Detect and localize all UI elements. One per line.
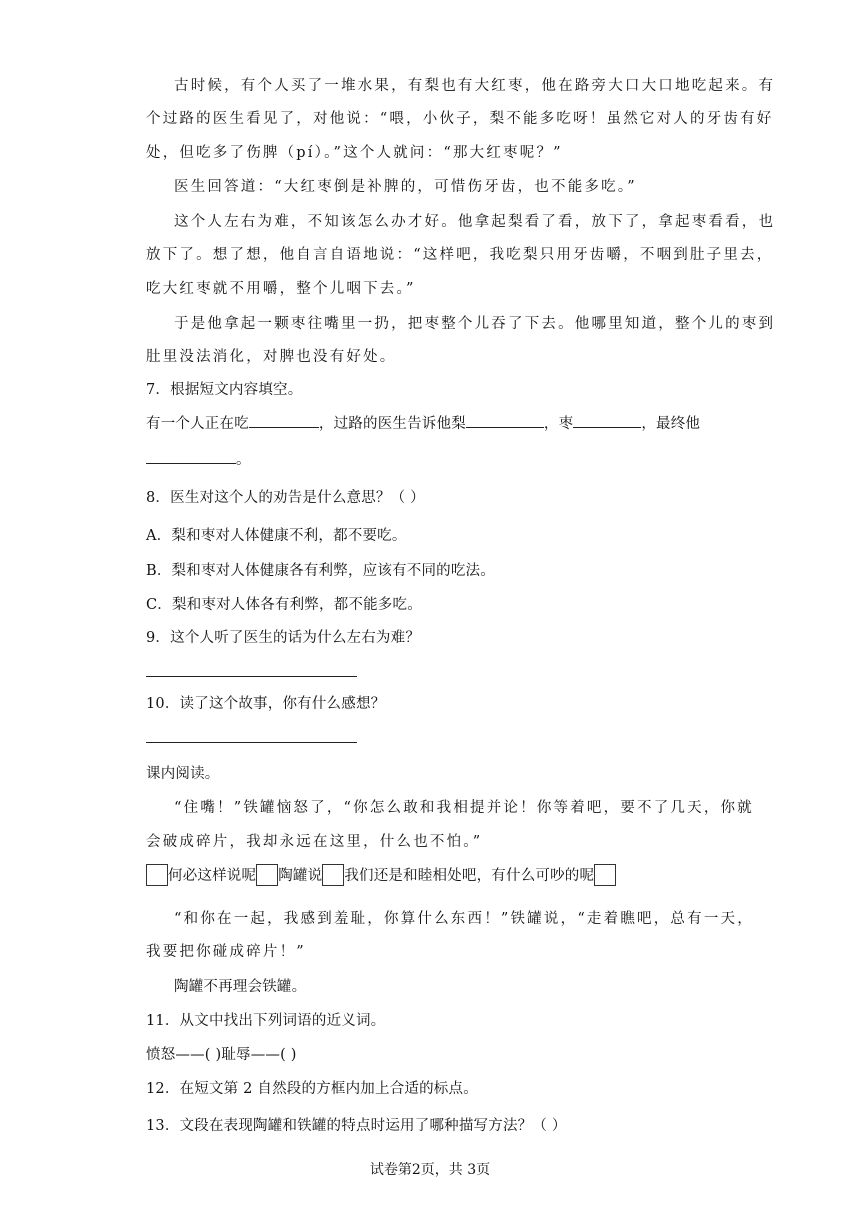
punctuation-box[interactable] <box>256 864 278 886</box>
passage2-segment: 我们还是和睦相处吧，有什么可吵的呢 <box>344 868 595 884</box>
question-12-prompt: 12．在短文第 2 自然段的方框内加上合适的标点。 <box>146 1081 478 1097</box>
passage2-segment: 陶罐说 <box>278 868 323 884</box>
question-13-prompt: 13．文段在表现陶罐和铁罐的特点时运用了哪种描写方法？（ ） <box>146 1118 567 1134</box>
question-7-text: ，枣 <box>543 416 574 432</box>
question-8-prompt: 8．医生对这个人的劝告是什么意思？（ ） <box>146 490 425 506</box>
punctuation-box[interactable] <box>146 864 168 886</box>
passage2-line: “住嘴！”铁罐恼怒了，“你怎么敢和我相提并论！你等着吧，要不了几天，你就 <box>174 800 754 816</box>
option-c[interactable]: C．梨和枣对人体各有利弊，都不能多吃。 <box>146 597 422 613</box>
question-9-prompt: 9．这个人听了医生的话为什么左右为难？ <box>146 630 421 646</box>
section-title: 课内阅读。 <box>146 766 220 782</box>
question-7-text: ，过路的医生告诉他梨 <box>318 416 466 432</box>
question-7-fill-line <box>146 412 700 433</box>
option-b[interactable]: B．梨和枣对人体健康各有利弊，应该有不同的吃法。 <box>146 563 495 579</box>
answer-blank[interactable] <box>573 413 641 428</box>
answer-blank[interactable] <box>466 413 544 428</box>
passage2-line: “和你在一起，我感到羞耻，你算什么东西！”铁罐说，“走着瞧吧，总有一天， <box>174 911 754 927</box>
passage1-line: 医生回答道：“大红枣倒是补脾的，可惜伤牙齿，也不能多吃。” <box>174 179 637 195</box>
passage1-line: 放下了。想了想，他自言自语地说：“这样吧，我吃梨只用牙齿嚼，不咽到肚子里去， <box>146 247 774 263</box>
page-footer: 试卷第2页，共 3页 <box>369 1162 491 1178</box>
question-11-answer-line[interactable]: 愤怒——( )耻辱——( ) <box>146 1047 297 1063</box>
passage2-line: 会破成碎片，我却永远在这里，什么也不怕。” <box>146 834 483 850</box>
answer-line[interactable] <box>146 676 357 677</box>
option-a[interactable]: A．梨和枣对人体健康不利，都不要吃。 <box>146 528 407 544</box>
passage1-line: 处，但吃多了伤脾（pí）。”这个人就问：“那大红枣呢？” <box>146 145 563 161</box>
answer-blank[interactable] <box>146 449 236 464</box>
answer-blank[interactable] <box>249 413 319 428</box>
question-10-prompt: 10．读了这个故事，你有什么感想？ <box>146 696 386 712</box>
passage1-line: 肚里没法消化，对脾也没有好处。 <box>146 349 397 365</box>
question-7-text: 。 <box>236 452 251 468</box>
passage2-punctuation-line <box>146 864 616 886</box>
question-7-text: 有一个人正在吃 <box>146 416 249 432</box>
passage2-line: 我要把你碰成碎片！” <box>146 944 306 960</box>
passage1-line: 于是他拿起一颗枣往嘴里一扔，把枣整个儿吞了下去。他哪里知道，整个儿的枣到 <box>174 316 776 332</box>
question-7-text: ，最终他 <box>641 416 701 432</box>
passage1-line: 这个人左右为难，不知该怎么办才好。他拿起梨看了看，放下了，拿起枣看看，也 <box>174 214 776 230</box>
passage1-line: 个过路的医生看见了，对他说：“喂，小伙子，梨不能多吃呀！虽然它对人的牙齿有好 <box>146 111 774 127</box>
passage2-line: 陶罐不再理会铁罐。 <box>174 979 307 995</box>
question-7-prompt: 7．根据短文内容填空。 <box>146 382 303 398</box>
punctuation-box[interactable] <box>594 864 616 886</box>
question-7-fill-line <box>146 448 251 469</box>
passage1-line: 吃大红枣就不用嚼，整个儿咽下去。” <box>146 281 416 297</box>
punctuation-box[interactable] <box>322 864 344 886</box>
question-11-prompt: 11．从文中找出下列词语的近义词。 <box>146 1013 386 1029</box>
answer-line[interactable] <box>146 742 357 743</box>
passage2-segment: 何必这样说呢 <box>168 868 257 884</box>
passage1-line: 古时候，有个人买了一堆水果，有梨也有大红枣，他在路旁大口大口地吃起来。有 <box>174 78 776 94</box>
